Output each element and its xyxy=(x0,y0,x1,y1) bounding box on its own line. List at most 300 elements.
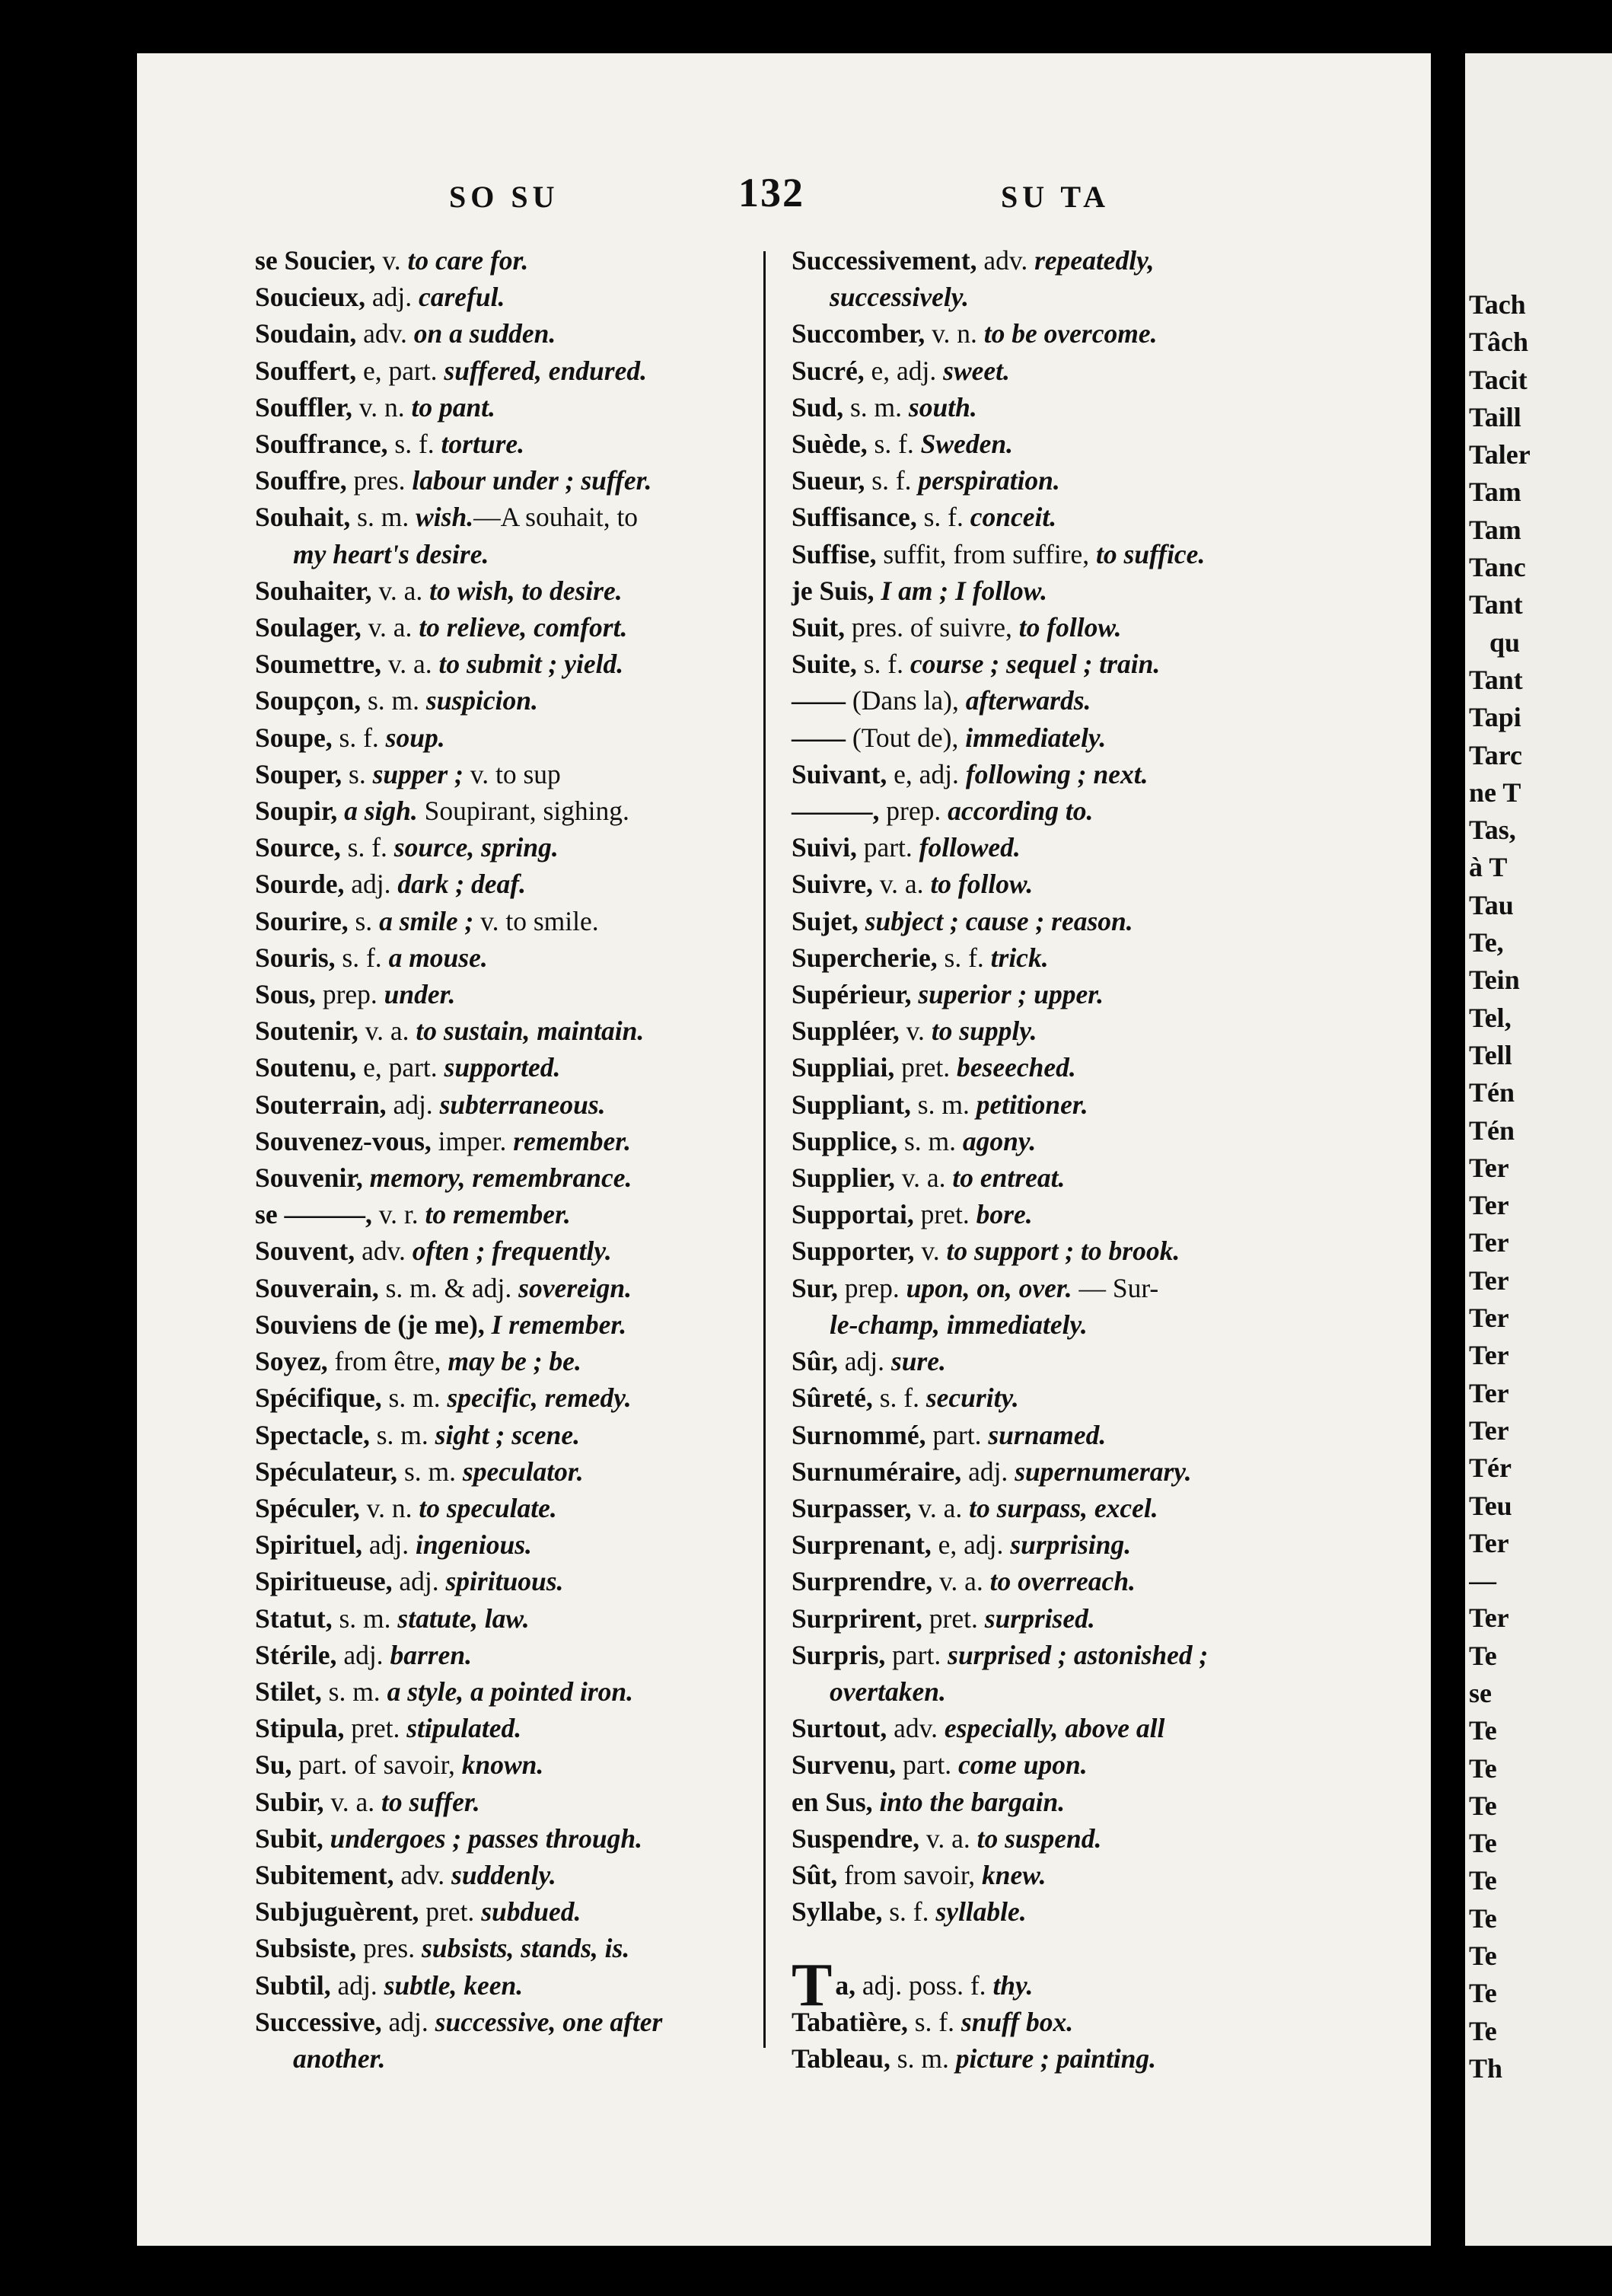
definition: to surpass, excel. xyxy=(969,1492,1158,1523)
dictionary-entry xyxy=(255,572,780,609)
definition: specific, remedy. xyxy=(447,1382,632,1414)
headword: Soutenir, xyxy=(255,1016,358,1047)
headword: Sûr, xyxy=(792,1346,838,1377)
dictionary-entry xyxy=(792,1951,1317,2019)
definition: suddenly. xyxy=(451,1859,556,1890)
dictionary-entry xyxy=(792,1012,1317,1049)
headword: —— xyxy=(792,685,846,716)
dictionary-entry xyxy=(792,426,1317,462)
definition: security. xyxy=(925,1382,1019,1414)
dictionary-entry xyxy=(792,1049,1317,1086)
dictionary-entry xyxy=(255,1820,780,1857)
adjacent-page-fragment: Tér xyxy=(1469,1453,1512,1484)
dictionary-entry xyxy=(792,682,1317,719)
grammar-note xyxy=(323,1823,330,1854)
grammar-note: s. m. xyxy=(897,1125,963,1156)
definition: sure. xyxy=(890,1346,946,1377)
grammar-note: v. a. xyxy=(381,649,439,680)
dictionary-entry xyxy=(792,792,1317,829)
entry-continuation: overtaken. xyxy=(830,1676,946,1707)
grammar-note: v. n. xyxy=(925,318,984,349)
definition: to overreach. xyxy=(989,1566,1136,1597)
grammar-note: v. n. xyxy=(359,1492,419,1523)
definition: followed. xyxy=(919,832,1021,863)
definition: upon, on, over. xyxy=(906,1272,1072,1303)
dictionary-entry xyxy=(792,1453,1317,1490)
dictionary-entry xyxy=(255,903,780,939)
dictionary-entry xyxy=(792,976,1317,1012)
definition: to sustain, maintain. xyxy=(416,1016,645,1047)
headword: Souvent, xyxy=(255,1236,355,1267)
definition: labour under ; suffer. xyxy=(412,465,652,496)
grammar-note: e, adj. xyxy=(887,758,966,789)
dictionary-entry xyxy=(255,1379,780,1416)
definition: petitioner. xyxy=(976,1089,1088,1120)
grammar-note: s. f. xyxy=(387,429,441,460)
grammar-note xyxy=(485,1309,492,1340)
definition: to follow. xyxy=(1018,612,1122,643)
grammar-note: pret. xyxy=(344,1713,407,1744)
dictionary-entry xyxy=(255,315,780,352)
definition: speculator. xyxy=(462,1456,584,1487)
dictionary-entry xyxy=(255,792,780,829)
definition: to remember. xyxy=(425,1199,571,1230)
grammar-note: s. m. & adj. xyxy=(378,1272,519,1303)
dictionary-entry xyxy=(255,462,780,499)
dictionary-entry xyxy=(792,1930,1317,1966)
page-gutter xyxy=(1431,61,1438,2253)
headword: Soutenu, xyxy=(255,1052,357,1083)
headword: Suite, xyxy=(792,649,857,680)
grammar-note: v. xyxy=(914,1236,947,1267)
dictionary-entry xyxy=(792,1600,1317,1637)
definition: supper ; xyxy=(372,758,464,789)
headword: Surprirent, xyxy=(792,1602,922,1634)
dictionary-entry xyxy=(792,315,1317,352)
dictionary-entry xyxy=(792,756,1317,792)
grammar-note: prep. xyxy=(879,796,948,827)
grammar-note: pres. xyxy=(346,465,413,496)
dictionary-entry xyxy=(792,1784,1317,1820)
definition: a mouse. xyxy=(388,942,488,973)
dictionary-entry xyxy=(792,1637,1317,1673)
definition: to entreat. xyxy=(952,1162,1066,1194)
grammar-note: adj. xyxy=(344,869,398,900)
grammar-note: s. m. xyxy=(321,1676,387,1707)
dictionary-entry xyxy=(792,279,1317,315)
grammar-note: prep. xyxy=(315,979,384,1010)
grammar-note: s. f. xyxy=(882,1896,936,1928)
adjacent-page-fragment: Ter xyxy=(1469,1190,1509,1221)
adjacent-page-fragment: Th xyxy=(1469,2052,1503,2084)
grammar-note: s. m. xyxy=(843,391,909,423)
adjacent-page-fragment: Tam xyxy=(1469,514,1521,545)
definition: wish. xyxy=(416,502,474,533)
grammar-note: adj. xyxy=(381,2006,435,2037)
headword: Sourire, xyxy=(255,905,349,936)
grammar-note: adj. xyxy=(336,1639,390,1670)
definition: careful. xyxy=(418,282,505,313)
headword: Souhaiter, xyxy=(255,575,372,606)
headword: Sur, xyxy=(792,1272,838,1303)
dictionary-entry xyxy=(792,1379,1317,1416)
headword: —— xyxy=(792,722,846,753)
dictionary-entry xyxy=(792,719,1317,756)
dictionary-entry xyxy=(255,1673,780,1710)
dictionary-entry xyxy=(255,1343,780,1379)
headword: a, xyxy=(835,1969,855,2001)
definition: barren. xyxy=(390,1639,472,1670)
grammar-note: adj. xyxy=(837,1346,891,1377)
dictionary-entry xyxy=(255,2040,780,2077)
headword: Sous, xyxy=(255,979,316,1010)
entry-continuation: another. xyxy=(293,2042,386,2074)
dictionary-entry xyxy=(255,1710,780,1746)
grammar-note: adv. xyxy=(355,1236,413,1267)
definition: remember. xyxy=(513,1125,632,1156)
definition: to suffer. xyxy=(381,1786,480,1817)
definition: suspicion. xyxy=(425,685,538,716)
adjacent-page-fragment: Tach xyxy=(1469,289,1526,320)
dictionary-entry xyxy=(792,939,1317,976)
definition: subject ; cause ; reason. xyxy=(865,905,1133,936)
adjacent-page-fragment: Tén xyxy=(1469,1077,1515,1108)
grammar-note: (Dans la), xyxy=(846,685,966,716)
grammar-note xyxy=(337,796,344,826)
dictionary-entry xyxy=(255,939,780,976)
grammar-note: s. m. xyxy=(910,1089,976,1120)
grammar-note: adv. xyxy=(887,1713,945,1744)
entry-note: —A souhait, to xyxy=(473,502,639,533)
adjacent-page-fragment: Taler xyxy=(1469,439,1531,470)
definition: knew. xyxy=(982,1859,1047,1890)
definition: repeatedly, xyxy=(1034,245,1155,276)
headword: Successivement, xyxy=(792,245,977,276)
adjacent-page-fragment: Ter xyxy=(1469,1602,1509,1634)
dictionary-entry xyxy=(255,1123,780,1159)
adjacent-page-fragment: Tau xyxy=(1469,889,1514,920)
dictionary-entry xyxy=(792,1196,1317,1233)
headword: Suppléer, xyxy=(792,1016,900,1047)
grammar-note: s. m. xyxy=(350,502,416,533)
definition: soup. xyxy=(385,722,445,753)
grammar-note: v. r. xyxy=(371,1199,425,1230)
entry-continuation: successively. xyxy=(830,282,970,313)
dictionary-entry xyxy=(792,572,1317,609)
grammar-note: adj. xyxy=(392,1566,446,1597)
dictionary-entry xyxy=(255,1306,780,1343)
grammar-note: e, adj. xyxy=(931,1529,1011,1561)
headword: Sût, xyxy=(792,1859,838,1890)
adjacent-page-fragment: Tas, xyxy=(1469,815,1516,846)
definition: to support ; to brook. xyxy=(946,1236,1180,1267)
definition: come upon. xyxy=(957,1749,1088,1781)
adjacent-page-fragment: Tarc xyxy=(1469,739,1523,770)
headword: Supercherie, xyxy=(792,942,938,973)
entry-note: — Sur- xyxy=(1072,1272,1159,1303)
adjacent-page-fragment: Tant xyxy=(1469,589,1523,620)
dictionary-entry xyxy=(792,1123,1317,1159)
dictionary-entry xyxy=(255,1526,780,1563)
definition: thy. xyxy=(992,1969,1034,2001)
headword: Su, xyxy=(255,1749,292,1781)
headword: Supporter, xyxy=(792,1236,915,1267)
definition: afterwards. xyxy=(965,685,1091,716)
dictionary-entry xyxy=(792,2004,1317,2040)
definition: agony. xyxy=(962,1125,1037,1156)
dictionary-entry xyxy=(792,1343,1317,1379)
dictionary-entry xyxy=(255,1159,780,1196)
headword: Spectacle, xyxy=(255,1419,370,1450)
headword: Stipula, xyxy=(255,1713,345,1744)
grammar-note: s. xyxy=(348,905,380,936)
dictionary-entry xyxy=(792,1490,1317,1526)
headword: Suspendre, xyxy=(792,1822,920,1854)
dictionary-entry xyxy=(255,1930,780,1966)
headword: Suppliai, xyxy=(792,1052,895,1083)
adjacent-page-fragment: Tâch xyxy=(1469,327,1529,358)
dictionary-entry xyxy=(255,1086,780,1123)
adjacent-page-fragment: qu xyxy=(1469,627,1521,658)
adjacent-page-fragment: Ter xyxy=(1469,1414,1509,1446)
headword: Souverain, xyxy=(255,1272,379,1303)
headword: se ———, xyxy=(255,1199,372,1230)
definition: picture ; painting. xyxy=(955,2042,1157,2074)
definition: to relieve, comfort. xyxy=(419,612,628,643)
grammar-note: s. m. xyxy=(397,1456,463,1487)
grammar-note: pret. xyxy=(913,1199,976,1230)
grammar-note: s. m. xyxy=(369,1419,435,1450)
headword: Surprenant, xyxy=(792,1529,932,1561)
headword: Spécifique, xyxy=(255,1382,382,1414)
headword: Suffisance, xyxy=(792,502,917,533)
section-initial: T xyxy=(792,1951,833,2019)
adjacent-page-fragment: Te xyxy=(1469,2015,1497,2046)
headword: Soumettre, xyxy=(255,649,381,680)
dictionary-entry xyxy=(255,1893,780,1930)
headword: Soyez, xyxy=(255,1346,328,1377)
headword: Spéculer, xyxy=(255,1492,360,1523)
column-rule xyxy=(763,251,766,2048)
headword: Souhait, xyxy=(255,502,351,533)
dictionary-entry xyxy=(792,609,1317,646)
headword: Source, xyxy=(255,832,341,863)
definition: source, spring. xyxy=(393,832,559,863)
headword: Sourde, xyxy=(255,869,345,900)
dictionary-entry xyxy=(792,389,1317,426)
dictionary-entry xyxy=(792,1526,1317,1563)
headword: Supplier, xyxy=(792,1162,895,1194)
dictionary-entry xyxy=(255,1453,780,1490)
definition: snuff box. xyxy=(961,2006,1074,2037)
grammar-note: v. a. xyxy=(361,612,419,643)
definition: surprised ; astonished ; xyxy=(948,1639,1209,1670)
headword: Supplice, xyxy=(792,1125,898,1156)
dictionary-entry xyxy=(255,1417,780,1453)
definition: sight ; scene. xyxy=(435,1419,580,1450)
left-column xyxy=(255,242,780,2077)
grammar-note: s. f. xyxy=(335,942,389,973)
dictionary-entry xyxy=(255,866,780,902)
definition: conceit. xyxy=(970,502,1057,533)
dictionary-entry xyxy=(255,1857,780,1893)
dictionary-entry xyxy=(792,1673,1317,1710)
definition: trick. xyxy=(990,942,1049,973)
headword: Supportai, xyxy=(792,1199,914,1230)
headword: Subir, xyxy=(255,1786,324,1817)
adjacent-page-fragment: Te xyxy=(1469,1865,1497,1896)
running-head-left: SO SU xyxy=(449,180,559,214)
headword: Stilet, xyxy=(255,1676,322,1707)
adjacent-page-fragment: à T xyxy=(1469,852,1508,883)
definition: under. xyxy=(384,979,456,1010)
grammar-note: adj. xyxy=(961,1456,1015,1487)
headword: Stérile, xyxy=(255,1639,337,1670)
adjacent-page-fragment: Te xyxy=(1469,1828,1497,1859)
dictionary-entry xyxy=(792,1710,1317,1746)
definition: to suspend. xyxy=(976,1822,1102,1854)
adjacent-page-fragment: Te xyxy=(1469,1790,1497,1821)
adjacent-page-fragment: Te xyxy=(1469,1752,1497,1784)
headword: Successive, xyxy=(255,2006,382,2037)
definition: course ; sequel ; train. xyxy=(910,649,1161,680)
definition: a style, a pointed iron. xyxy=(387,1676,634,1707)
definition: to supply. xyxy=(931,1016,1037,1047)
definition: bore. xyxy=(976,1199,1033,1230)
grammar-note: s. f. xyxy=(937,942,991,973)
dictionary-entry xyxy=(792,242,1317,279)
dictionary-entry xyxy=(255,1600,780,1637)
adjacent-page-fragment: Tapi xyxy=(1469,702,1521,733)
grammar-note: part. xyxy=(856,832,919,863)
definition: surprising. xyxy=(1010,1529,1132,1561)
headword: Sucré, xyxy=(792,355,865,386)
adjacent-page-fragment: Ter xyxy=(1469,1527,1509,1558)
grammar-note: adv. xyxy=(976,245,1035,276)
definition: supernumerary. xyxy=(1015,1456,1192,1487)
headword: Subitement, xyxy=(255,1859,394,1890)
headword: Suppliant, xyxy=(792,1089,911,1120)
adjacent-page-fragment: Ter xyxy=(1469,1227,1509,1258)
headword: Survenu, xyxy=(792,1749,897,1781)
definition: known. xyxy=(461,1749,544,1781)
definition: sovereign. xyxy=(518,1272,632,1303)
adjacent-page-fragment: Ter xyxy=(1469,1152,1509,1183)
grammar-note: pret. xyxy=(922,1602,985,1634)
dictionary-entry xyxy=(792,499,1317,535)
definition: beseeched. xyxy=(957,1052,1076,1083)
grammar-note: v. xyxy=(375,245,408,276)
grammar-note: v. n. xyxy=(352,391,412,423)
dictionary-entry xyxy=(792,1563,1317,1599)
grammar-note: e, part. xyxy=(356,1052,444,1083)
grammar-note: part. xyxy=(885,1639,948,1670)
entry-note: v. to smile. xyxy=(473,905,599,936)
page-number: 132 xyxy=(738,170,804,215)
headword: Supérieur, xyxy=(792,979,912,1010)
definition: surnamed. xyxy=(988,1419,1107,1450)
definition: to wish, to desire. xyxy=(429,575,623,606)
definition: undergoes ; passes through. xyxy=(330,1822,642,1854)
dictionary-entry xyxy=(255,2004,780,2040)
headword: Succomber, xyxy=(792,318,925,349)
grammar-note: s. f. xyxy=(872,1382,926,1414)
headword: Sud, xyxy=(792,391,844,423)
entry-note: v. to sup xyxy=(463,758,561,789)
grammar-note: imper. xyxy=(431,1125,514,1156)
headword: Surnuméraire, xyxy=(792,1456,962,1487)
grammar-note: v. a. xyxy=(358,1016,416,1047)
definition: to speculate. xyxy=(419,1492,557,1523)
dictionary-entry xyxy=(255,499,780,535)
dictionary-entry xyxy=(792,1857,1317,1893)
dictionary-entry xyxy=(792,1270,1317,1306)
grammar-note: s. f. xyxy=(340,832,394,863)
grammar-note: e, adj. xyxy=(864,355,944,386)
grammar-note: suffit, from suffire, xyxy=(876,538,1097,569)
definition: often ; frequently. xyxy=(412,1236,612,1267)
grammar-note: prep. xyxy=(837,1272,906,1303)
dictionary-entry xyxy=(792,1233,1317,1269)
dictionary-entry xyxy=(255,1967,780,2004)
headword: Tableau, xyxy=(792,2042,890,2074)
headword: Suède, xyxy=(792,429,868,460)
definition: following ; next. xyxy=(965,758,1148,789)
definition: to pant. xyxy=(411,391,495,423)
headword: Syllabe, xyxy=(792,1896,883,1928)
headword: Soudain, xyxy=(255,318,357,349)
dictionary-entry xyxy=(792,1893,1317,1930)
adjacent-page-fragment: Te xyxy=(1469,1940,1497,1972)
headword: Souffert, xyxy=(255,355,357,386)
definition: a smile ; xyxy=(379,905,474,936)
headword: Suffise, xyxy=(792,538,877,569)
definition: Sweden. xyxy=(920,429,1013,460)
headword: Soupir, xyxy=(255,796,338,827)
definition: a sigh. xyxy=(344,796,418,827)
grammar-note: s. m. xyxy=(332,1602,398,1634)
grammar-note: s. f. xyxy=(856,649,910,680)
definition: statute, law. xyxy=(397,1602,530,1634)
definition: subdued. xyxy=(481,1896,581,1928)
grammar-note: pres. xyxy=(356,1933,422,1964)
headword: Subit, xyxy=(255,1822,323,1854)
grammar-note: s. m. xyxy=(890,2042,956,2074)
grammar-note: pret. xyxy=(894,1052,957,1083)
dictionary-entry xyxy=(792,903,1317,939)
grammar-note: v. a. xyxy=(872,869,931,900)
headword: ———, xyxy=(792,796,880,827)
grammar-note: s. f. xyxy=(907,2006,961,2037)
definition: subterraneous. xyxy=(439,1089,606,1120)
grammar-note: s. f. xyxy=(867,429,921,460)
grammar-note: s. m. xyxy=(361,685,426,716)
entry-continuation: le-champ, immediately. xyxy=(830,1309,1088,1340)
dictionary-entry xyxy=(792,462,1317,499)
grammar-note: v. a. xyxy=(932,1566,990,1597)
headword: Sujet, xyxy=(792,905,859,936)
adjacent-page-fragment: Tacit xyxy=(1469,364,1528,395)
grammar-note: part. xyxy=(925,1419,989,1450)
headword: je Suis, xyxy=(792,575,874,606)
dictionary-entry xyxy=(792,1417,1317,1453)
headword: Souterrain, xyxy=(255,1089,387,1120)
entry-continuation: my heart's desire. xyxy=(293,538,489,569)
headword: Surpasser, xyxy=(792,1492,912,1523)
definition: syllable. xyxy=(935,1896,1027,1928)
definition: subtle, keen. xyxy=(384,1969,524,2001)
headword: Suit, xyxy=(792,612,846,643)
